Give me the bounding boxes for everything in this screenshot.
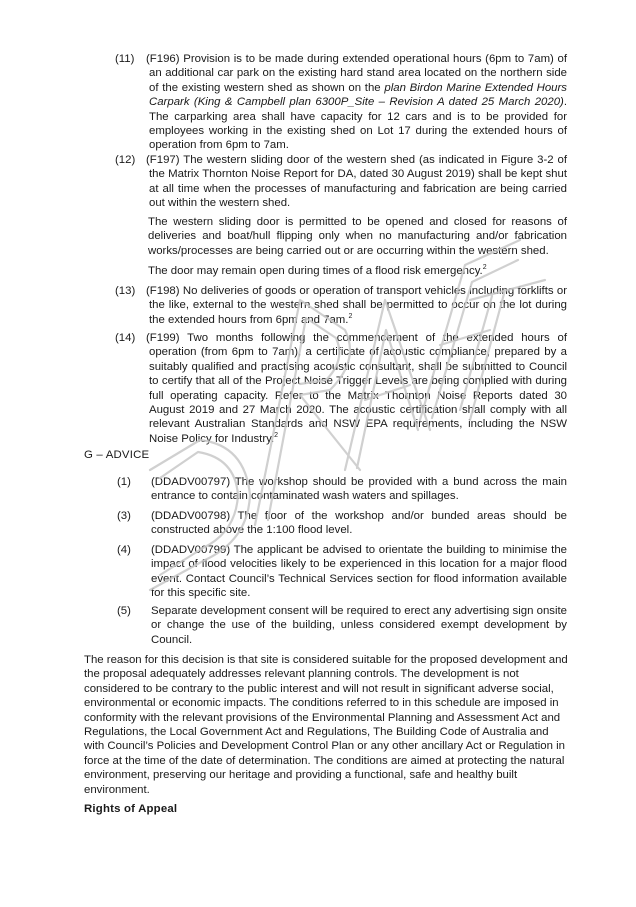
footnote-marker: 2 xyxy=(274,432,279,440)
advice-item-1 xyxy=(115,475,567,504)
condition-text: (F199) Two months following the commencement of the extended hours of operation (from 6pm to 7am), a certificate of acoustic compliance, prepared by a suitably qualified and practising acoustic consultant, shall be submitted to Council to certify that all of the Project Noise Trigger Levels are being complied with during full operating capacity. Refer to the Matrix Thornton Noise Reports dated 30 August 2019 and 27 March 2020. The acoustic certification shall comply with all relevant Australian Standards and NSW EPA requirements, including the NSW Noise Policy for Industry.$^2$ xyxy=(146,332,568,445)
advice-text: (DDADV00797) The workshop should be provided with a bund across the main entrance to contain contaminated wash waters and spillages. xyxy=(151,476,567,503)
decision-reason-paragraph: The reason for this decision is that site is considered suitable for the proposed development and the proposal adequately addresses relevant planning controls. The development is not considered to be contrary to the public interest and will not result in significant adverse social, environmental or economic impacts. The conditions referred to in this schedule are imposed in conformity with the relevant provisions of the Environmental Planning and Assessment Act and Regulations, the Local Government Act and Regulations, The Building Code of Australia and with Council’s Policies and Development Control Plan or any other ancillary Act or Regulation in force at the time of the date of determination. The conditions are aimed at protecting the natural environment, preserving our heritage and providing a functional, safe and healthy built environment. xyxy=(84,654,568,796)
advice-item-5 xyxy=(115,604,567,647)
condition-11 xyxy=(115,52,567,153)
condition-number: (11) xyxy=(115,53,135,65)
condition-text: (F196) Provision is to be made during extended operational hours (6pm to 7am) of an additional car park on the existing hard stand area located on the northern side of the existing western shed as shown on the plan Birdon Marine Extended Hours Carpark (King & Campbell plan 6300P_Site – Revision A dated 25 March 2020). The carparking area shall have capacity for 12 cars and is to be provided for employees working in the existing shed on Lot 17 during the extended hours of operation from 6pm to 7am. xyxy=(146,53,567,152)
advice-number: (4) xyxy=(117,544,131,556)
condition-text: (F198) No deliveries of goods or operation of transport vehicles including forklifts or the like, external to the western shed shall be permitted to occur on the lot during the extended hours from 6pm and 7am.$^2$ xyxy=(146,285,567,326)
condition-number: (13) xyxy=(115,285,136,297)
condition-number: (12) xyxy=(115,154,136,166)
advice-text: (DDADV00798) The floor of the workshop and/or bunded areas should be constructed above the 1:100 flood level. xyxy=(151,510,567,537)
advice-number: (3) xyxy=(117,510,131,522)
advice-text: (DDADV00799) The applicant be advised to orientate the building to minimise the impact of flood velocities likely to be experienced in this location for a major flood event. Contact Council’s Technical Services section for flood information available for this specific site. xyxy=(151,544,567,600)
condition-13 xyxy=(115,284,567,327)
condition-text: (F197) The western sliding door of the western shed (as indicated in Figure 3-2 of the Matrix Thornton Noise Report for DA, dated 30 August 2019) shall be kept shut at all time when the processes of manufacturing and fabrication are being carried out within the western shed. xyxy=(146,154,567,210)
advice-number: (1) xyxy=(117,476,131,488)
condition-code: (F199) xyxy=(146,332,180,344)
advice-heading: G – ADVICE xyxy=(84,449,150,461)
advice-number: (5) xyxy=(117,605,131,617)
condition-12 xyxy=(115,153,567,211)
rights-of-appeal-heading: Rights of Appeal xyxy=(84,803,178,815)
condition-code: (F196) xyxy=(146,53,180,65)
condition-code: (F198) xyxy=(146,285,180,297)
advice-item-4 xyxy=(115,543,567,601)
condition-number: (14) xyxy=(115,332,136,344)
advice-item-3 xyxy=(115,509,567,538)
footnote-marker: 2 xyxy=(348,313,353,321)
condition-12-paragraph-2: The door may remain open during times of a flood risk emergency.$^2$ xyxy=(148,264,487,277)
plan-reference: plan Birdon Marine Extended Hours Carpark (King & Campbell plan 6300P_Site – Revision A dated 25 March 2020) xyxy=(149,81,567,109)
advice-text: Separate development consent will be required to erect any advertising sign onsite or change the use of the building, unless considered exempt development by Council. xyxy=(151,605,568,646)
footnote-marker: 2 xyxy=(482,264,487,272)
condition-code: (F197) xyxy=(146,154,180,166)
condition-14 xyxy=(115,331,567,446)
condition-12-paragraph-1: The western sliding door is permitted to be opened and closed for reasons of deliveries and boat/hull flipping only when no manufacturing and/or fabrication works/processes are being carried out or are occurring within the western shed. xyxy=(148,216,567,257)
